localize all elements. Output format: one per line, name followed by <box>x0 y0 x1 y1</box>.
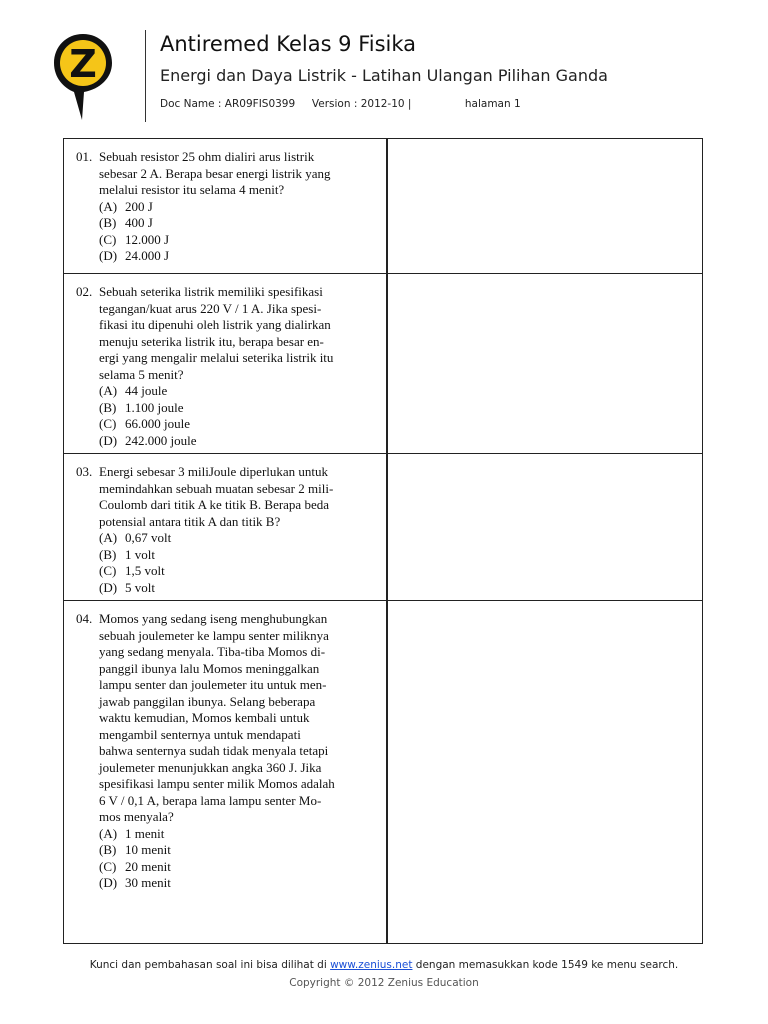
answer-option <box>99 875 376 892</box>
question-text-line: Sebuah resistor 25 ohm dialiri arus listrik <box>99 149 315 164</box>
question-text-line: panggil ibunya lalu Momos meninggalkan <box>99 660 320 676</box>
option-label: (D) <box>99 579 118 595</box>
option-text: 1 menit <box>125 825 165 841</box>
option-label: (A) <box>99 198 118 214</box>
option-text: 1,5 volt <box>125 563 165 578</box>
option-label: (C) <box>99 416 117 431</box>
answer-option <box>99 563 376 580</box>
question-text-line: jawab panggilan ibunya. Selang beberapa <box>99 693 316 709</box>
question-text-line: sebuah joulemeter ke lampu senter miliknya <box>99 627 329 643</box>
answer-option <box>99 826 376 843</box>
question <box>76 284 376 449</box>
svg-text:Z: Z <box>69 42 97 86</box>
option-label: (A) <box>99 383 118 398</box>
question-text-line: Coulomb dari titik A ke titik B. Berapa beda <box>99 497 329 512</box>
answer-option <box>99 547 376 564</box>
question-text-line: Sebuah seterika listrik memiliki spesifikasi <box>99 284 323 299</box>
answer-option <box>99 383 376 400</box>
option-label: (A) <box>99 530 118 545</box>
answer-option <box>99 580 376 597</box>
copyright: Copyright © 2012 Zenius Education <box>289 977 479 989</box>
question-text-line: spesifikasi lampu senter milik Momos adalah <box>99 776 335 791</box>
question-text-line: sebesar 2 A. Berapa besar energi listrik yang <box>99 165 331 181</box>
question-text-line: tegangan/kuat arus 220 V / 1 A. Jika spesi- <box>99 300 322 316</box>
question-row <box>64 454 702 601</box>
option-text: 200 J <box>125 198 153 214</box>
question-number: 02. <box>76 284 93 299</box>
answer-option <box>99 215 376 232</box>
option-text: 44 joule <box>125 383 168 398</box>
question-text-line: potensial antara titik A dan titik B? <box>99 513 281 529</box>
doc-name: Doc Name : AR09FIS0399 <box>160 98 296 110</box>
doc-version: Version : 2012-10 | <box>311 98 412 110</box>
question-number: 04. <box>76 611 93 626</box>
question-text-line: Energi sebesar 3 miliJoule diperlukan untuk <box>99 464 329 479</box>
answer-option <box>99 530 376 547</box>
option-label: (B) <box>99 842 117 857</box>
page-number: halaman 1 <box>464 98 521 110</box>
header-divider <box>145 30 146 122</box>
question-text-line: yang sedang menyala. Tiba-tiba Momos di- <box>99 644 326 659</box>
question-table <box>63 138 703 944</box>
question-text-line: melalui resistor itu selama 4 menit? <box>99 182 285 197</box>
question-text-line: memindahkan sebuah muatan sebesar 2 mili- <box>99 480 334 496</box>
option-text: 10 menit <box>125 842 171 857</box>
option-text: 242.000 joule <box>125 432 197 448</box>
question-number: 01. <box>76 149 93 164</box>
option-label: (B) <box>99 399 117 415</box>
option-text: 24.000 J <box>125 248 170 263</box>
option-text: 20 menit <box>125 858 171 874</box>
footer-note <box>0 959 768 971</box>
option-text: 0,67 volt <box>125 530 172 545</box>
question-text-line: joulemeter menunjukkan angka 360 J. Jika <box>99 759 322 775</box>
option-label: (D) <box>99 432 118 448</box>
question-text-line: waktu kemudian, Momos kembali untuk <box>99 710 310 725</box>
question-text-line: fikasi itu dipenuhi oleh listrik yang dialirkan <box>99 317 331 332</box>
question-text-line: mengambil senternya untuk mendapati <box>99 726 301 742</box>
question-text-line: selama 5 menit? <box>99 366 184 382</box>
question-number: 03. <box>76 464 93 479</box>
question-text-line: ergi yang mengalir melalui seterika listrik itu <box>99 350 334 365</box>
answer-option <box>99 248 376 265</box>
answer-option <box>99 433 376 450</box>
footer-text: Kunci dan pembahasan soal ini bisa dilihat di <box>89 959 331 971</box>
question-text-line: menuju seterika listrik itu, berapa besar en- <box>99 333 324 349</box>
option-text: 5 volt <box>125 579 155 595</box>
answer-option <box>99 842 376 859</box>
doc-meta <box>160 98 521 110</box>
answer-option <box>99 400 376 417</box>
question-text-line: mos menyala? <box>99 809 174 824</box>
option-text: 66.000 joule <box>125 416 190 431</box>
page-title: Antiremed Kelas 9 Fisika <box>160 32 417 56</box>
question-text-line: bahwa senternya sudah tidak menyala tetapi <box>99 743 329 758</box>
option-label: (D) <box>99 875 118 890</box>
question-row <box>64 601 702 943</box>
option-label: (B) <box>99 546 117 562</box>
question-text-line: lampu senter dan joulemeter itu untuk men- <box>99 677 327 692</box>
option-label: (A) <box>99 825 118 841</box>
question-row <box>64 139 702 274</box>
answer-option <box>99 232 376 249</box>
option-label: (C) <box>99 858 117 874</box>
option-text: 1 volt <box>125 546 155 562</box>
question <box>76 611 376 892</box>
option-text: 12.000 J <box>125 231 170 247</box>
zenius-logo <box>52 32 114 122</box>
option-label: (C) <box>99 563 117 578</box>
option-text: 1.100 joule <box>125 399 184 415</box>
option-label: (C) <box>99 231 117 247</box>
question <box>76 464 376 596</box>
zenius-link[interactable]: www.zenius.net <box>330 959 413 971</box>
option-label: (B) <box>99 215 117 230</box>
question-text-line: Momos yang sedang iseng menghubungkan <box>99 611 328 626</box>
footer-text: dengan memasukkan kode 1549 ke menu search. <box>412 959 679 971</box>
question-text-line: 6 V / 0,1 A, berapa lama lampu senter Mo- <box>99 792 322 808</box>
page-subtitle: Energi dan Daya Listrik - Latihan Ulangan Pilihan Ganda <box>160 66 608 85</box>
option-label: (D) <box>99 248 118 263</box>
option-text: 400 J <box>125 215 153 230</box>
answer-option <box>99 199 376 216</box>
option-text: 30 menit <box>125 875 171 890</box>
answer-option <box>99 859 376 876</box>
answer-option <box>99 416 376 433</box>
question <box>76 149 376 265</box>
question-row <box>64 274 702 454</box>
